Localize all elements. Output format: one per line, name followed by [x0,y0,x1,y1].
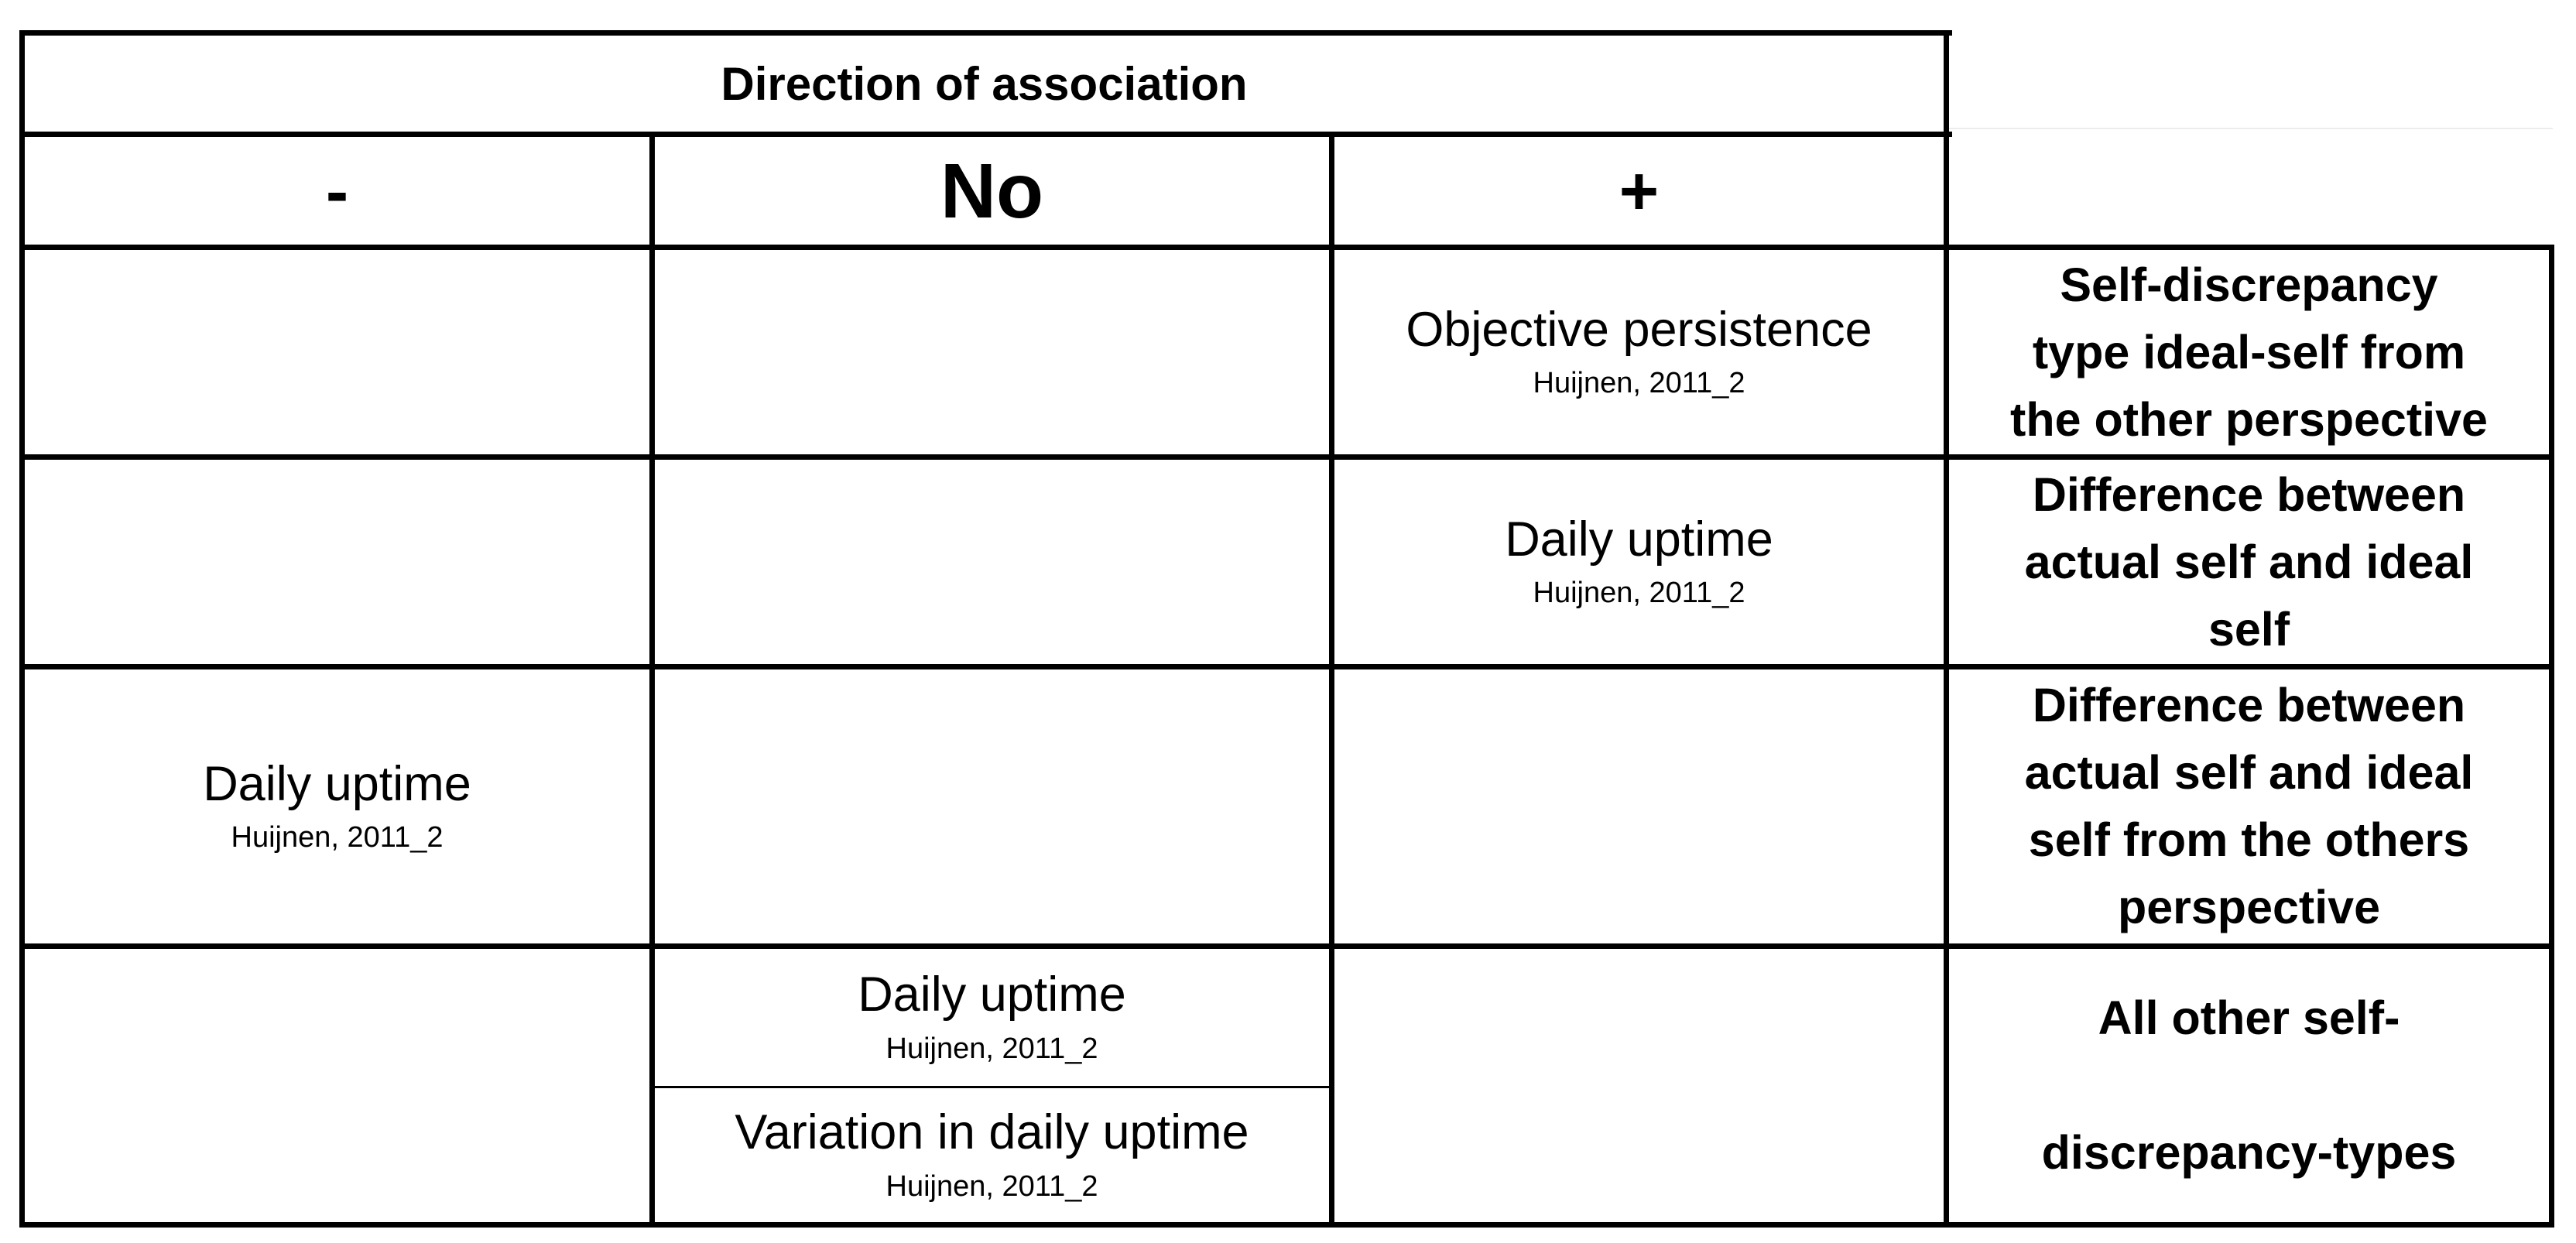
measure-label: Daily uptime [1505,512,1773,567]
row-3-label-cell [1949,669,2549,943]
source-citation: Huijnen, 2011_2 [1533,367,1745,400]
row-2-positive-cell [1334,460,1944,664]
border [19,1222,2554,1228]
row-4-no-cell-upper [655,949,1329,1086]
column-header-no [655,137,1329,245]
row-2-label-cell [1949,460,2549,664]
table-title: Direction of association [721,57,1248,110]
column-header-label: No [940,147,1044,235]
source-citation: Huijnen, 2011_2 [886,1032,1098,1065]
row-label: Self-discrepancy type ideal-self from the other perspective [2010,258,2488,446]
column-header-negative [25,137,649,245]
border [19,245,2554,250]
row-3-negative-cell [25,669,649,943]
measure-label: Daily uptime [203,756,471,811]
border [19,132,1952,137]
border [19,943,2554,949]
column-header-label: - [325,152,349,229]
border [19,30,1952,36]
column-header-label: + [1619,152,1660,229]
table-title-cell [25,36,1944,132]
row-label: All other self- discrepancy-types [2041,991,2457,1179]
source-citation: Huijnen, 2011_2 [231,821,444,854]
row-label: Difference between actual self and ideal self from the others perspective [2024,679,2474,933]
border [19,30,25,1228]
measure-label: Objective persistence [1406,302,1872,357]
measure-label: Daily uptime [858,967,1126,1022]
source-citation: Huijnen, 2011_2 [886,1169,1098,1203]
measure-label: Variation in daily uptime [735,1105,1249,1160]
border [649,132,655,1228]
border [1329,132,1334,1228]
border [1944,30,1949,1228]
border [2549,245,2554,1228]
column-header-positive [1334,137,1944,245]
border [19,664,2554,669]
row-4-no-cell-lower [655,1088,1329,1222]
row-1-label-cell [1949,250,2549,454]
row-1-positive-cell [1334,250,1944,454]
source-citation: Huijnen, 2011_2 [1533,577,1745,610]
faint-gridline [1949,128,2553,129]
row-label: Difference between actual self and ideal self [2024,467,2474,656]
border [19,454,2554,460]
row-4-label-cell [1949,949,2549,1222]
